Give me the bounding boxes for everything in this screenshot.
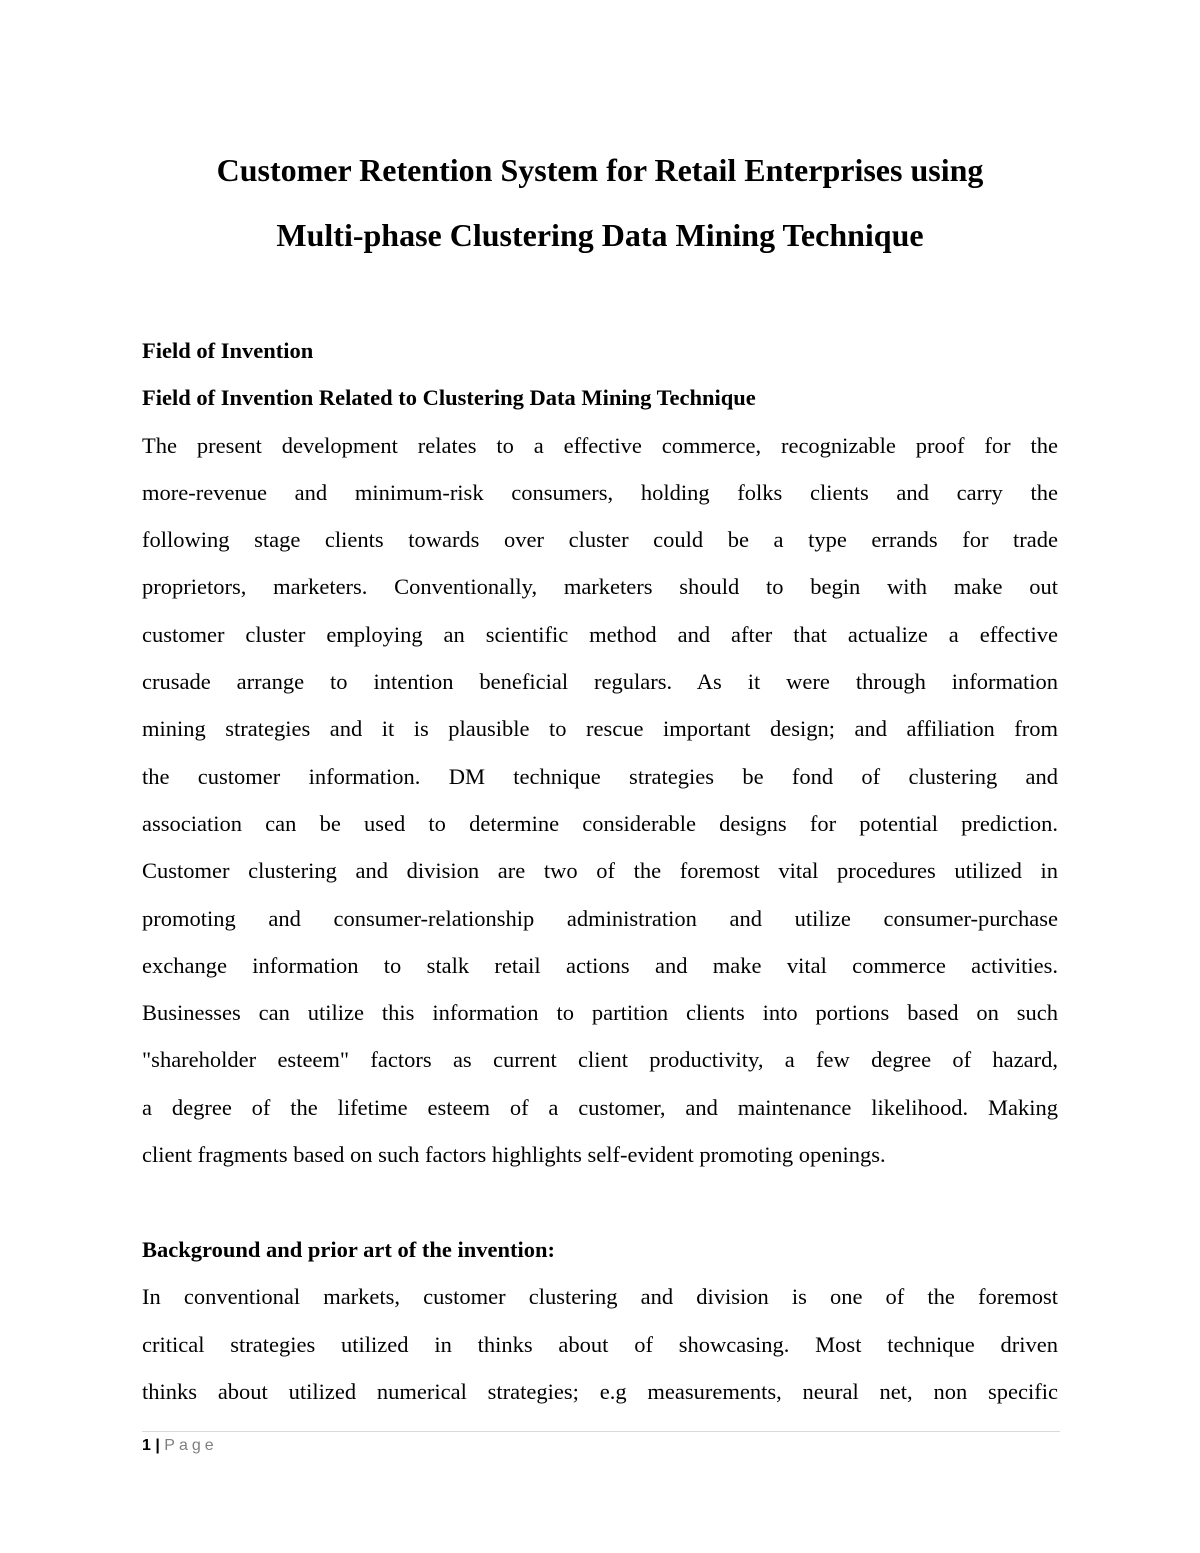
paragraph-line: proprietors, marketers. Conventionally, marketers should to begin with make out	[142, 574, 1058, 600]
paragraph-line: a degree of the lifetime esteem of a customer, and maintenance likelihood. Making	[142, 1094, 1058, 1120]
section-heading: Field of Invention	[142, 338, 314, 363]
paragraph-line: thinks about utilized numerical strategies; e.g measurements, neural net, non specific	[142, 1378, 1058, 1404]
paragraph-line: critical strategies utilized in thinks about of showcasing. Most technique driven	[142, 1331, 1058, 1357]
paragraph-line: following stage clients towards over cluster could be a type errands for trade	[142, 527, 1058, 553]
paragraph-line: Businesses can utilize this information to partition clients into portions based on such	[142, 1000, 1058, 1026]
paragraph-line: association can be used to determine considerable designs for potential prediction.	[142, 810, 1058, 836]
document-title	[100, 138, 1100, 268]
section-heading: Background and prior art of the invention:	[142, 1237, 555, 1262]
section-field-of-invention	[142, 327, 1058, 1178]
title-line: Customer Retention System for Retail Enterprises using	[216, 152, 984, 188]
section-background	[142, 1226, 1058, 1415]
paragraph-line: more-revenue and minimum-risk consumers, holding folks clients and carry the	[142, 479, 1058, 505]
footer-separator: |	[155, 1437, 160, 1454]
paragraph-line: promoting and consumer-relationship administration and utilize consumer-purchase	[142, 905, 1058, 931]
section-paragraph	[142, 1273, 1058, 1415]
title-line: Multi-phase Clustering Data Mining Technique	[276, 217, 924, 253]
paragraph-line: Customer clustering and division are two of the foremost vital procedures utilized in	[142, 858, 1058, 884]
paragraph-line: the customer information. DM technique strategies be fond of clustering and	[142, 763, 1058, 789]
paragraph-line: client fragments based on such factors highlights self-evident promoting openings.	[142, 1142, 886, 1168]
paragraph-line: "shareholder esteem" factors as current client productivity, a few degree of hazard,	[142, 1047, 1058, 1073]
footer-divider	[142, 1431, 1060, 1432]
section-paragraph	[142, 422, 1058, 1179]
paragraph-line: crusade arrange to intention beneficial regulars. As it were through information	[142, 669, 1058, 695]
paragraph-line: In conventional markets, customer clustering and division is one of the foremost	[142, 1284, 1058, 1310]
page-number: 1	[142, 1437, 151, 1454]
page-label: Page	[164, 1437, 218, 1454]
section-subheading: Field of Invention Related to Clustering Data Mining Technique	[142, 385, 756, 411]
page-footer	[142, 1434, 218, 1458]
paragraph-line: mining strategies and it is plausible to rescue important design; and affiliation from	[142, 716, 1058, 742]
paragraph-line: The present development relates to a effective commerce, recognizable proof for the	[142, 432, 1058, 458]
paragraph-line: customer cluster employing an scientific method and after that actualize a effective	[142, 621, 1058, 647]
paragraph-line: exchange information to stalk retail actions and make vital commerce activities.	[142, 952, 1058, 978]
